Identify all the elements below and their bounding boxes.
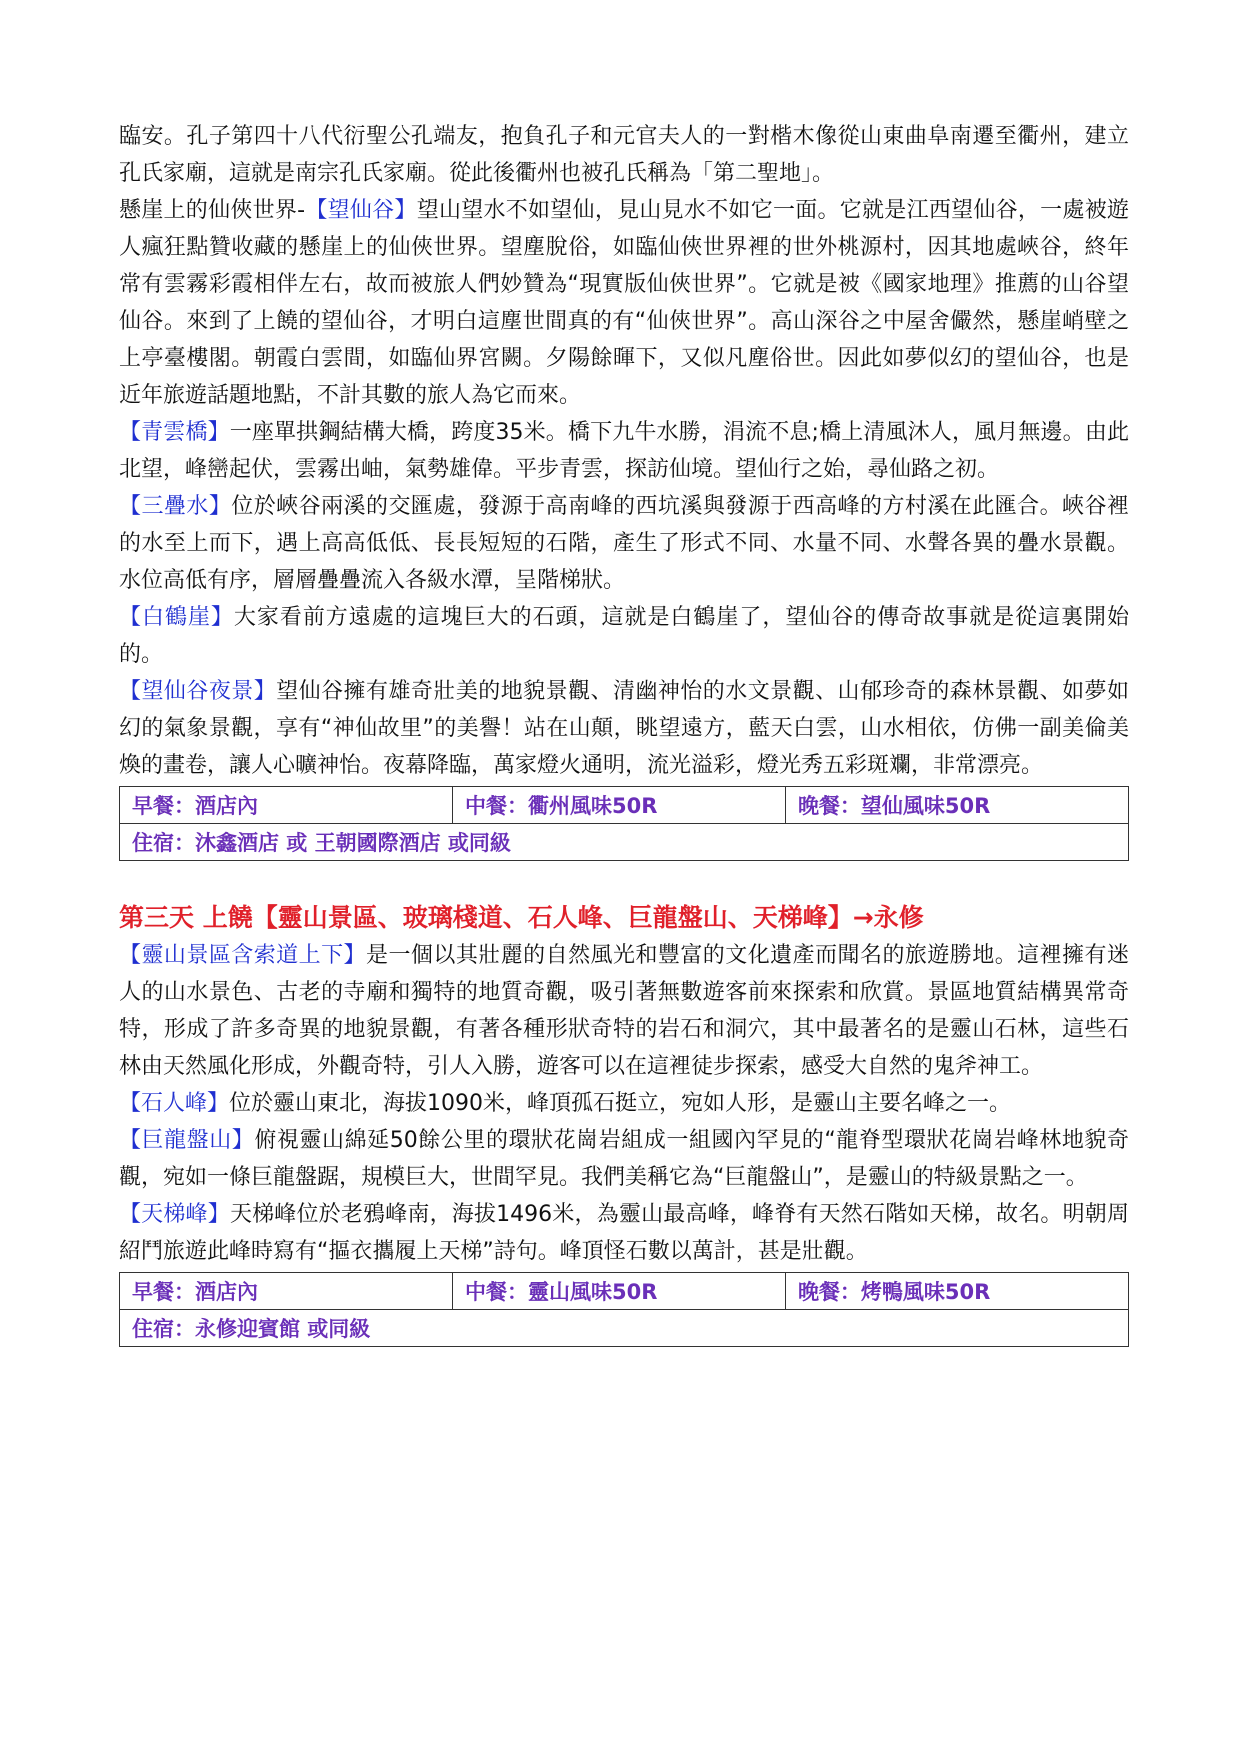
spot-paragraph bbox=[119, 414, 1129, 488]
spot-paragraph bbox=[119, 599, 1129, 673]
spot-keyword: 【望仙谷】 bbox=[305, 198, 417, 223]
spot-description: 望山望水不如望仙，見山見水不如它一面。它就是江西望仙谷，一處被遊人瘋狂點贊收藏的懸崖上的仙俠世界。望塵脫俗，如臨仙俠世界裡的世外桃源村，因其地處峽谷，終年常有雲霧彩霞相伴左右，故而被旅人們妙贊為“現實版仙俠世界”。它就是被《國家地理》推薦的山谷望仙谷。來到了上饒的望仙谷，才明白這塵世間真的有“仙俠世界”。高山深谷之中屋舍儼然，懸崖峭壁之上亭臺樓閣。朝霞白雲間，如臨仙界宮闕。夕陽餘暉下，又似凡塵俗世。因此如夢似幻的望仙谷，也是近年旅遊話題地點，不計其數的旅人為它而來。 bbox=[119, 198, 1129, 408]
spot-description: 俯視靈山綿延50餘公里的環狀花崗岩組成一組國內罕見的“龍脊型環狀花崗岩峰林地貌奇觀，宛如一條巨龍盤踞，規模巨大，世間罕見。我們美稱它為“巨龍盤山”，是靈山的特級景點之一。 bbox=[119, 1128, 1129, 1190]
spot-keyword: 【青雲橋】 bbox=[119, 420, 230, 445]
breakfast-cell: 早餐：酒店內 bbox=[120, 787, 453, 824]
spot-paragraph bbox=[119, 673, 1129, 784]
dinner-cell: 晚餐：烤鴨風味50R bbox=[785, 1273, 1128, 1310]
spot-keyword: 【三疊水】 bbox=[119, 494, 232, 519]
spot-description: 位於峽谷兩溪的交匯處，發源于高南峰的西坑溪與發源于西高峰的方村溪在此匯合。峽谷裡的水至上而下，遇上高高低低、長長短短的石階，產生了形式不同、水量不同、水聲各異的疊水景觀。水位高低有序，層層疊疊流入各級水潭，呈階梯狀。 bbox=[119, 494, 1129, 593]
spot-keyword: 【望仙谷夜景】 bbox=[119, 679, 277, 704]
dinner-cell: 晚餐：望仙風味50R bbox=[785, 787, 1128, 824]
spot-paragraph bbox=[119, 1122, 1129, 1196]
breakfast-cell: 早餐：酒店內 bbox=[120, 1273, 453, 1310]
spot-description: 天梯峰位於老鴉峰南，海拔1496米，為靈山最高峰，峰脊有天然石階如天梯，故名。明朝周紹鬥旅遊此峰時寫有“摳衣攜履上天梯”詩句。峰頂怪石數以萬計，甚是壯觀。 bbox=[119, 1202, 1129, 1264]
spot-keyword: 【天梯峰】 bbox=[119, 1202, 230, 1227]
meal-table-day3 bbox=[119, 1272, 1129, 1347]
itinerary-page bbox=[119, 118, 1129, 1347]
spot-keyword: 【巨龍盤山】 bbox=[119, 1128, 255, 1153]
day3-title: 第三天 上饒【靈山景區、玻璃棧道、石人峰、巨龍盤山、天梯峰】→永修 bbox=[119, 903, 924, 932]
wangxiangu-paragraph bbox=[119, 192, 1129, 414]
hotel-cell: 住宿：沐鑫酒店 或 王朝國際酒店 或同級 bbox=[120, 824, 1129, 861]
section-prefix: 懸崖上的仙俠世界- bbox=[119, 198, 306, 223]
lunch-cell: 中餐：靈山風味50R bbox=[452, 1273, 785, 1310]
hotel-cell: 住宿：永修迎賓館 或同級 bbox=[120, 1310, 1129, 1347]
intro-paragraph: 臨安。孔子第四十八代衍聖公孔端友，抱負孔子和元官夫人的一對楷木像從山東曲阜南遷至衢州，建立孔氏家廟，這就是南宗孔氏家廟。從此後衢州也被孔氏稱為「第二聖地」。 bbox=[119, 124, 1129, 186]
spot-paragraph bbox=[119, 937, 1129, 1085]
spot-keyword: 【靈山景區含索道上下】 bbox=[119, 943, 366, 968]
spot-description: 大家看前方遠處的這塊巨大的石頭，這就是白鶴崖了，望仙谷的傳奇故事就是從這裏開始的。 bbox=[119, 605, 1129, 667]
spot-description: 一座單拱鋼結構大橋，跨度35米。橋下九牛水勝，涓流不息;橋上清風沐人，風月無邊。由此北望，峰巒起伏，雲霧出岫，氣勢雄偉。平步青雲，探訪仙境。望仙行之始，尋仙路之初。 bbox=[119, 420, 1129, 482]
lunch-cell: 中餐：衢州風味50R bbox=[452, 787, 785, 824]
spot-description: 是一個以其壯麗的自然風光和豐富的文化遺產而聞名的旅遊勝地。這裡擁有迷人的山水景色、古老的寺廟和獨特的地質奇觀，吸引著無數遊客前來探索和欣賞。景區地質結構異常奇特，形成了許多奇異的地貌景觀，有著各種形狀奇特的岩石和洞穴，其中最著名的是靈山石林，這些石林由天然風化形成，外觀奇特，引人入勝，遊客可以在這裡徒步探索，感受大自然的鬼斧神工。 bbox=[119, 943, 1129, 1079]
spot-paragraph bbox=[119, 1196, 1129, 1270]
meal-table-day2 bbox=[119, 786, 1129, 861]
spot-description: 位於靈山東北，海拔1090米，峰頂孤石挺立，宛如人形，是靈山主要名峰之一。 bbox=[229, 1091, 1012, 1116]
spot-paragraph bbox=[119, 488, 1129, 599]
spot-description: 望仙谷擁有雄奇壯美的地貌景觀、清幽神怡的水文景觀、山郁珍奇的森林景觀、如夢如幻的氣象景觀，享有“神仙故里”的美譽！站在山顛，眺望遠方，藍天白雲，山水相依，仿佛一副美倫美煥的畫卷，讓人心曠神怡。夜幕降臨，萬家燈火通明，流光溢彩，燈光秀五彩斑斕，非常漂亮。 bbox=[119, 679, 1129, 778]
spot-paragraph bbox=[119, 1085, 1129, 1122]
spot-keyword: 【石人峰】 bbox=[119, 1091, 230, 1116]
spot-keyword: 【白鶴崖】 bbox=[119, 605, 234, 630]
